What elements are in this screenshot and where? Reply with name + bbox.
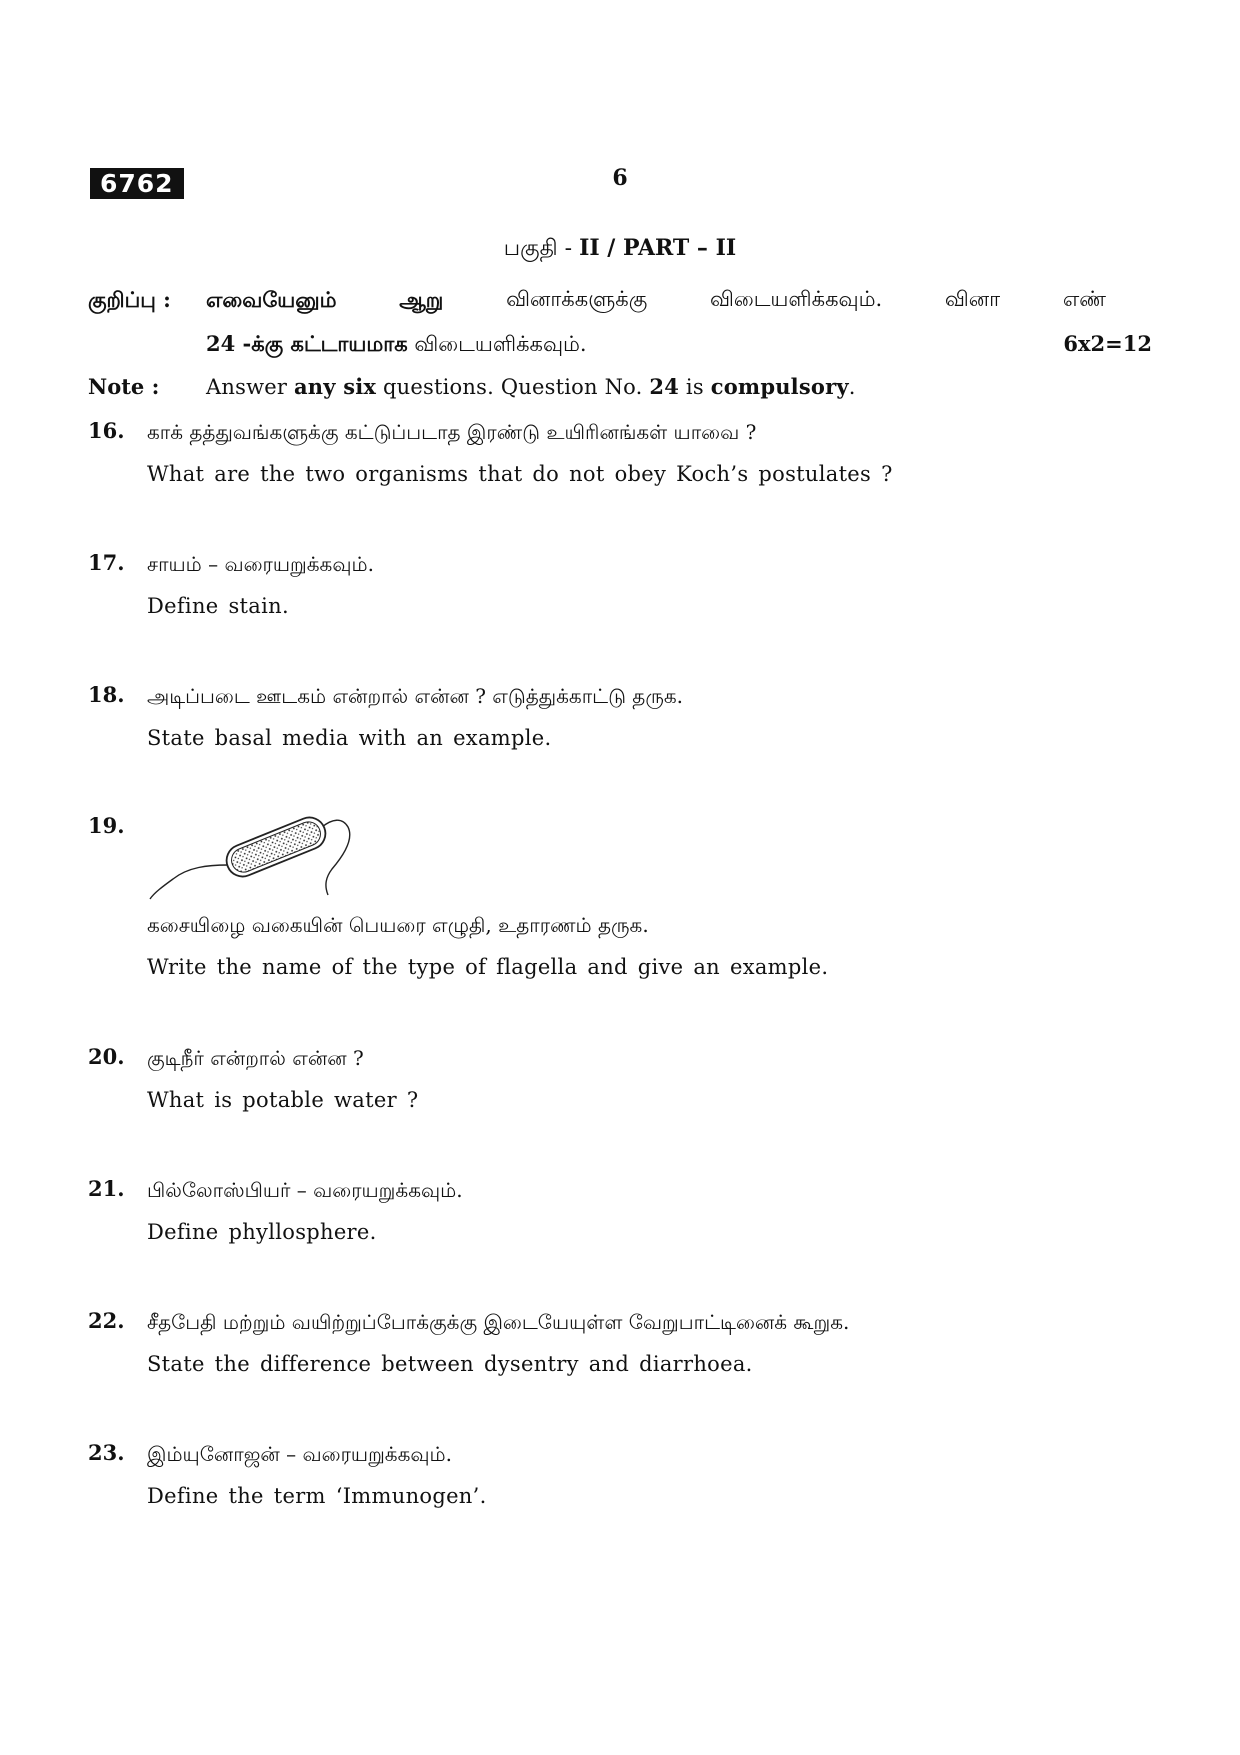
note-part: 24 [649,374,680,399]
question-number: 19. [88,813,125,838]
question-tamil: சாயம் – வரையறுக்கவும். [147,552,374,576]
part-title-separator: - [564,236,573,261]
question-english: Define the term ‘Immunogen’. [147,1484,487,1508]
marks-allocation: 6x2=12 [1063,331,1152,356]
note-label: Note : [88,374,160,399]
question-english: Write the name of the type of flagella and give an example. [147,955,829,979]
tamil-note-word: விடையளிக்கவும். [709,287,883,311]
question-number: 21. [88,1176,125,1201]
part-title [0,235,1240,264]
question-number: 18. [88,682,125,707]
part-title-english: II / PART – II [579,235,737,261]
question-english: Define phyllosphere. [147,1220,377,1244]
tamil-note-word: எண் [1062,287,1106,311]
tamil-note-line2 [206,331,587,359]
question-number: 22. [88,1308,125,1333]
question-tamil: அடிப்படை ஊடகம் என்றால் என்ன ? எடுத்துக்காட்டு தருக. [147,684,684,708]
question-tamil: இம்யுனோஜன் – வரையறுக்கவும். [147,1442,452,1466]
question-number: 23. [88,1440,125,1465]
tamil-note-rest: விடையளிக்கவும். [414,332,587,356]
page-number: 6 [612,165,628,191]
bacterium-with-polar-flagella-icon [148,805,358,905]
question-english: What are the two organisms that do not obey Koch’s postulates ? [147,462,893,486]
question-english: State the difference between dysentry and diarrhoea. [147,1352,753,1376]
paper-code: 6762 [90,168,184,199]
tamil-note-word: வினாக்களுக்கு [506,287,648,311]
question-number: 16. [88,418,125,443]
question-english: State basal media with an example. [147,726,552,750]
tamil-note-word: எவையேனும் [206,287,337,312]
note-part: questions. Question No. [383,375,643,399]
question-tamil: பில்லோஸ்பியர் – வரையறுக்கவும். [147,1178,463,1202]
note-part: any six [294,374,377,399]
question-tamil: காக் தத்துவங்களுக்கு கட்டுப்படாத இரண்டு உயிரினங்கள் யாவை ? [147,420,757,444]
note-part: compulsory [710,374,849,399]
tamil-note-word: ஆறு [399,287,444,312]
note-part: . [848,375,856,399]
question-number: 17. [88,550,125,575]
tamil-note-line1 [206,287,1106,315]
question-tamil: கசையிழை வகையின் பெயரை எழுதி, உதாரணம் தருக. [147,913,649,937]
tamil-note-bold: 24 -க்கு கட்டாயமாக [206,331,408,356]
note-text [206,374,856,399]
question-number: 20. [88,1044,125,1069]
tamil-note-word: வினா [944,287,1001,311]
tamil-note-label: குறிப்பு : [88,287,171,312]
note-part: is [685,375,704,399]
question-english: Define stain. [147,594,289,618]
part-title-tamil: பகுதி [503,236,558,261]
question-tamil: குடிநீர் என்றால் என்ன ? [147,1046,364,1070]
question-english: What is potable water ? [147,1088,419,1112]
question-tamil: சீதபேதி மற்றும் வயிற்றுப்போக்குக்கு இடையேயுள்ள வேறுபாட்டினைக் கூறுக. [147,1310,850,1334]
note-part: Answer [206,375,288,399]
